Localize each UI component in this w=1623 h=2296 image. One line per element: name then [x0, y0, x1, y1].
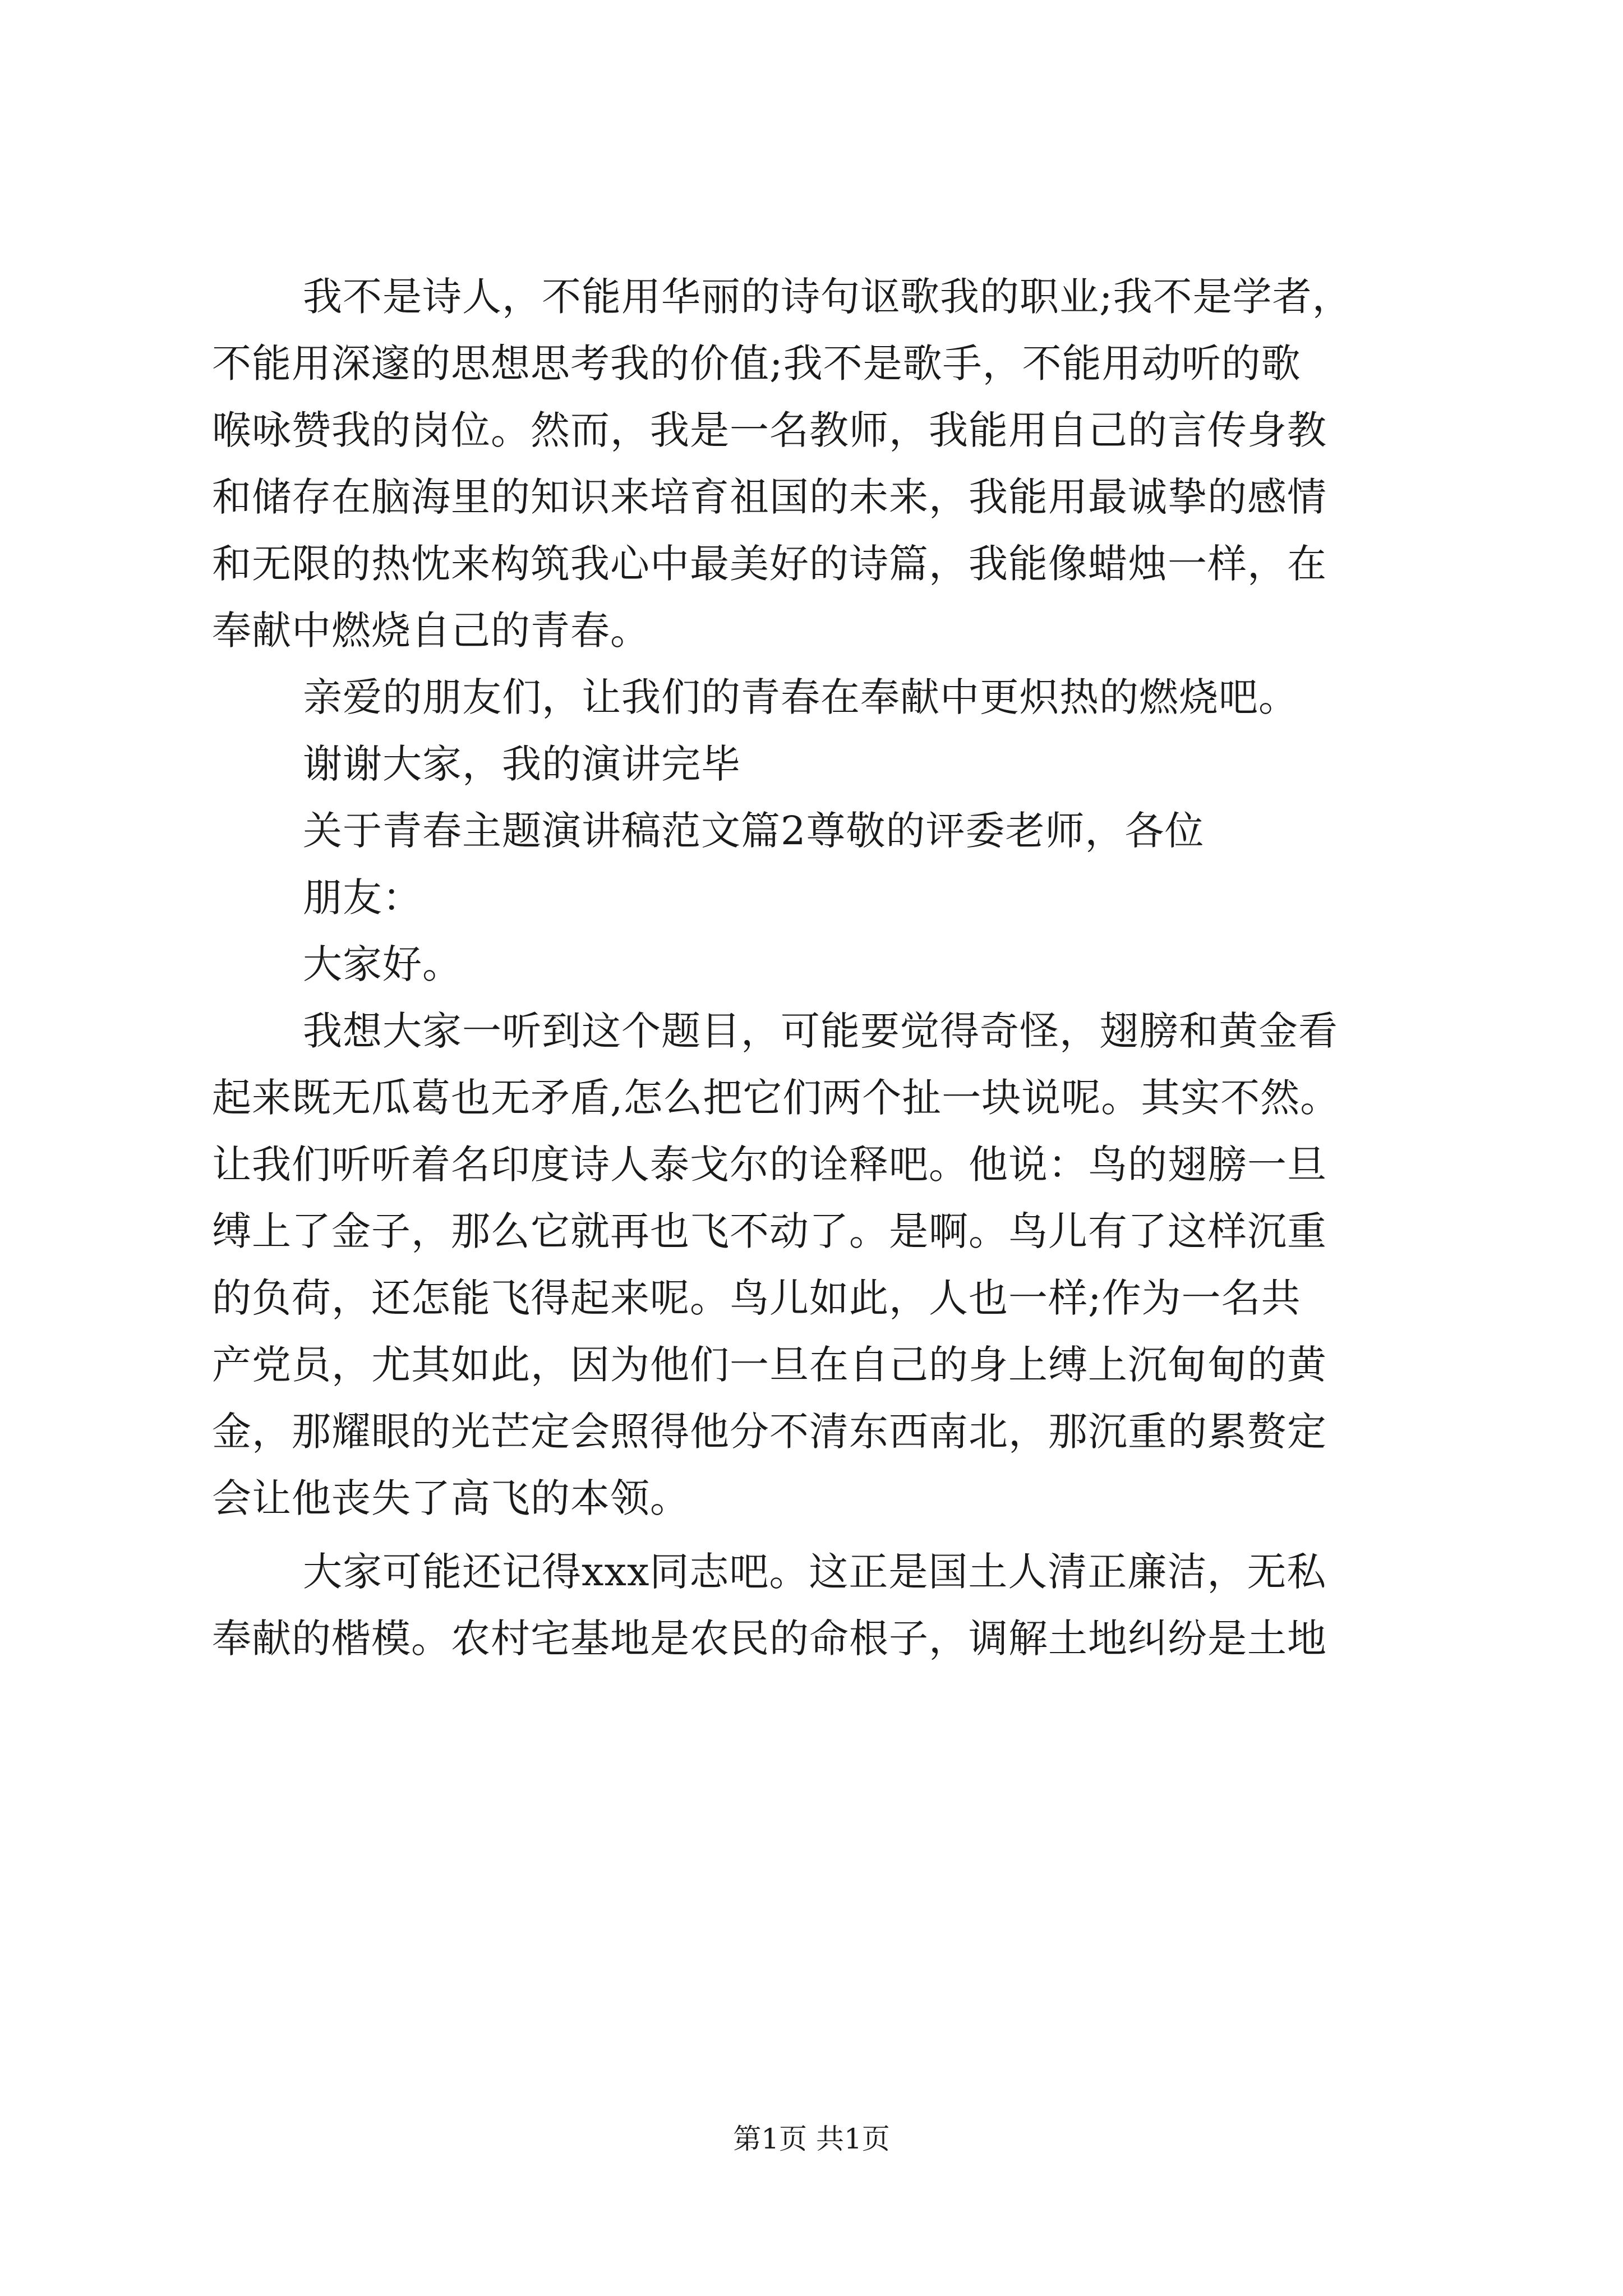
paragraph-line: 让我们听听着名印度诗人泰戈尔的诠释吧。他说：鸟的翅膀一旦: [212, 1142, 1327, 1188]
paragraph-line: 缚上了金子，那么它就再也飞不动了。是啊。鸟儿有了这样沉重: [212, 1208, 1327, 1254]
paragraph-line: 和无限的热忱来构筑我心中最美好的诗篇，我能像蜡烛一样，在: [212, 541, 1327, 587]
paragraph-line: 喉咏赞我的岗位。然而，我是一名教师，我能用自己的言传身教: [212, 407, 1327, 453]
paragraph-line: 会让他丧失了高飞的本领。: [212, 1475, 690, 1521]
paragraph-line: 起来既无瓜葛也无矛盾,怎么把它们两个扯一块说呢。其实不然。: [212, 1075, 1340, 1121]
section-heading-line: 关于青春主题演讲稿范文篇2尊敬的评委老师，各位: [303, 808, 1205, 854]
paragraph-line: 奉献的楷模。农村宅基地是农民的命根子，调解土地纠纷是土地: [212, 1616, 1327, 1662]
paragraph-line: 谢谢大家，我的演讲完毕: [303, 741, 741, 787]
greeting-line: 大家好。: [303, 941, 462, 987]
paragraph-line: 金，那耀眼的光芒定会照得他分不清东西南北，那沉重的累赘定: [212, 1409, 1327, 1455]
page-footer: 第1页 共1页: [733, 2123, 890, 2155]
paragraph-line: 亲爱的朋友们，让我们的青春在奉献中更炽热的燃烧吧。: [303, 674, 1298, 720]
paragraph-line: 的负荷，还怎能飞得起来呢。鸟儿如此，人也一样;作为一名共: [212, 1275, 1301, 1321]
paragraph-line: 产党员，尤其如此，因为他们一旦在自己的身上缚上沉甸甸的黄: [212, 1342, 1327, 1388]
paragraph-line: 大家可能还记得xxx同志吧。这正是国土人清正廉洁，无私: [303, 1549, 1327, 1595]
section-heading-line: 朋友：: [303, 875, 422, 921]
paragraph-line: 和储存在脑海里的知识来培育祖国的未来，我能用最诚挚的感情: [212, 474, 1327, 520]
paragraph-line: 奉献中燃烧自己的青春。: [212, 608, 650, 654]
paragraph-line: 我不是诗人，不能用华丽的诗句讴歌我的职业;我不是学者，: [303, 274, 1352, 320]
paragraph-line: 不能用深邃的思想思考我的价值;我不是歌手，不能用动听的歌: [212, 341, 1301, 386]
paragraph-line: 我想大家一听到这个题目，可能要觉得奇怪，翅膀和黄金看: [303, 1008, 1338, 1054]
document-body: [212, 264, 1423, 1672]
